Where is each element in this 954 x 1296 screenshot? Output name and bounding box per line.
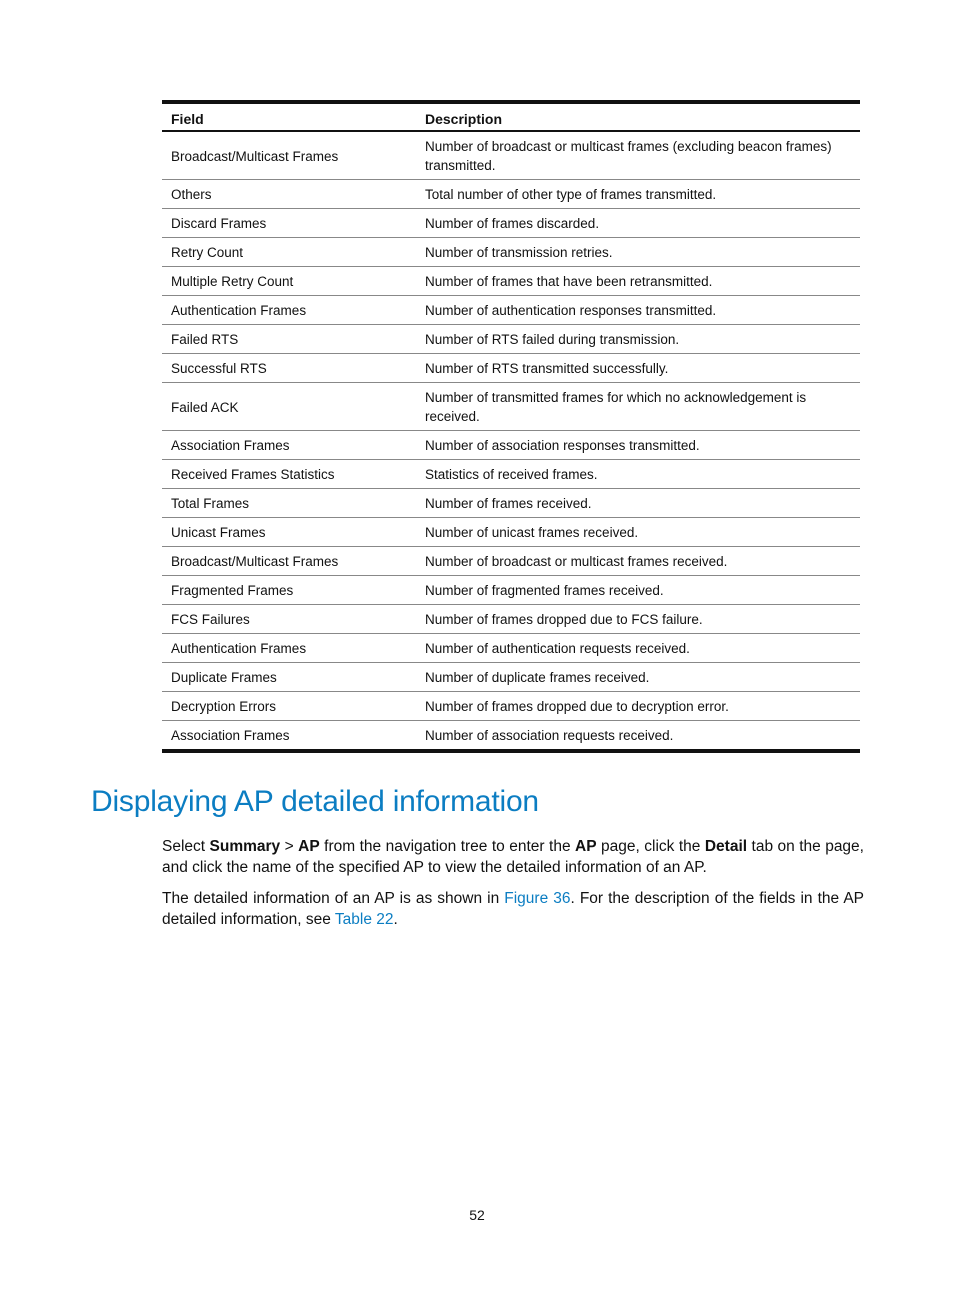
paragraph-navigation xyxy=(162,836,864,878)
description-cell: Number of frames dropped due to FCS failure. xyxy=(416,605,860,634)
ui-term-detail: Detail xyxy=(704,838,748,855)
field-cell: Retry Count xyxy=(162,238,416,267)
table-row xyxy=(162,267,860,296)
description-cell: Number of frames that have been retransmitted. xyxy=(416,267,860,296)
ui-term-ap-page: AP xyxy=(575,838,597,855)
field-cell: Fragmented Frames xyxy=(162,576,416,605)
field-cell: Broadcast/Multicast Frames xyxy=(171,148,339,164)
table-22-link[interactable]: Table 22 xyxy=(334,911,394,928)
description-cell: Number of association responses transmitted. xyxy=(416,431,860,460)
field-cell: Authentication Frames xyxy=(162,634,416,663)
table-row xyxy=(162,296,860,325)
table-row xyxy=(162,663,860,692)
field-cell: Authentication Frames xyxy=(162,296,416,325)
table-body xyxy=(162,131,860,751)
field-cell: Total Frames xyxy=(162,489,416,518)
fields-table xyxy=(162,100,860,753)
table-row xyxy=(162,354,860,383)
table-row xyxy=(162,634,860,663)
text-fragment: page, click the xyxy=(596,838,705,855)
text-fragment: from the navigation tree to enter the xyxy=(319,838,576,855)
description-cell: Number of transmission retries. xyxy=(416,238,860,267)
field-cell: Failed ACK xyxy=(162,383,416,431)
text-fragment: > xyxy=(280,838,299,855)
table-row xyxy=(162,721,860,752)
paragraph-reference xyxy=(162,888,864,930)
description-cell: Number of frames discarded. xyxy=(416,209,860,238)
section-heading: Displaying AP detailed information xyxy=(91,785,539,818)
field-cell: Discard Frames xyxy=(162,209,416,238)
field-cell: Duplicate Frames xyxy=(162,663,416,692)
field-cell: Failed RTS xyxy=(162,325,416,354)
ui-term-summary: Summary xyxy=(209,838,281,855)
description-cell: Number of RTS transmitted successfully. xyxy=(416,354,860,383)
description-cell: Number of association requests received. xyxy=(416,721,860,752)
table-row xyxy=(162,180,860,209)
figure-36-link[interactable]: Figure 36 xyxy=(504,890,571,907)
text-fragment: . For the description of the fields in the AP detailed information, see xyxy=(162,890,864,928)
text-fragment: Select xyxy=(162,838,210,855)
text-fragment: The detailed information of an AP is as shown in xyxy=(162,890,505,907)
table-row xyxy=(162,238,860,267)
field-cell: Received Frames Statistics xyxy=(162,460,416,489)
text-fragment: tab on the page, and click the name of the specified AP to view the detailed information of an AP. xyxy=(162,838,864,876)
field-cell: FCS Failures xyxy=(162,605,416,634)
table-row xyxy=(162,209,860,238)
header-description: Description xyxy=(416,102,860,131)
description-cell: Number of broadcast or multicast frames (excluding beacon frames) transmitted. xyxy=(425,139,832,173)
table-header-row xyxy=(162,102,860,131)
field-cell: Successful RTS xyxy=(162,354,416,383)
description-cell: Number of broadcast or multicast frames received. xyxy=(416,547,860,576)
table-row xyxy=(162,518,860,547)
section-body xyxy=(162,836,864,940)
description-cell: Number of authentication responses transmitted. xyxy=(416,296,860,325)
field-cell: Multiple Retry Count xyxy=(162,267,416,296)
table-row xyxy=(162,605,860,634)
description-cell: Number of frames received. xyxy=(416,489,860,518)
table-row xyxy=(162,431,860,460)
text-fragment: . xyxy=(393,911,398,928)
field-cell: Association Frames xyxy=(162,431,416,460)
fields-table-container xyxy=(162,100,860,753)
table-row xyxy=(162,692,860,721)
table-row xyxy=(162,576,860,605)
description-cell: Number of authentication requests received. xyxy=(416,634,860,663)
table-row xyxy=(162,547,860,576)
description-cell: Number of frames dropped due to decryption error. xyxy=(416,692,860,721)
description-cell: Total number of other type of frames transmitted. xyxy=(416,180,860,209)
field-cell: Association Frames xyxy=(162,721,416,752)
field-cell: Broadcast/Multicast Frames xyxy=(162,547,416,576)
description-cell: Number of transmitted frames for which no acknowledgement is received. xyxy=(416,383,860,431)
description-cell: Number of RTS failed during transmission. xyxy=(416,325,860,354)
description-cell: Number of fragmented frames received. xyxy=(416,576,860,605)
table-row xyxy=(162,383,860,431)
field-cell: Others xyxy=(162,180,416,209)
header-field: Field xyxy=(162,102,416,131)
field-cell: Unicast Frames xyxy=(162,518,416,547)
description-cell: Statistics of received frames. xyxy=(416,460,860,489)
table-row xyxy=(162,460,860,489)
field-cell: Decryption Errors xyxy=(162,692,416,721)
page-number: 52 xyxy=(469,1207,485,1223)
table-row xyxy=(162,131,860,180)
table-row xyxy=(162,325,860,354)
ui-term-ap: AP xyxy=(298,838,320,855)
table-row xyxy=(162,489,860,518)
description-cell: Number of duplicate frames received. xyxy=(416,663,860,692)
description-cell: Number of unicast frames received. xyxy=(416,518,860,547)
